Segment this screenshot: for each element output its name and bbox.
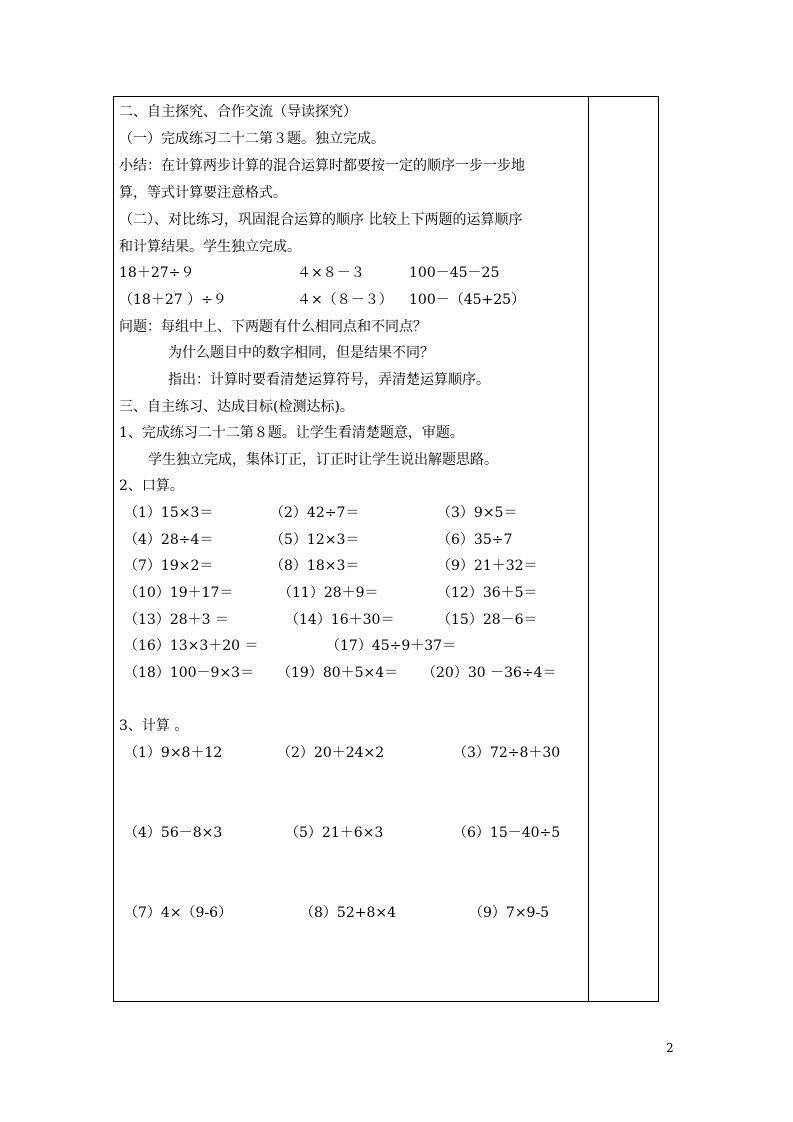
- oral-item: （10）19＋17＝: [124, 585, 234, 601]
- point-text: 指出：计算时要看清楚运算符号，弄清楚运算顺序。: [168, 372, 490, 388]
- oral-item: （14）16＋30＝: [285, 612, 395, 628]
- compare-expr: 100－45－25: [409, 265, 500, 281]
- oral-item: （4）28÷4＝: [124, 532, 214, 548]
- calc-item: （8）52+8×4: [300, 905, 396, 921]
- oral-item: （13）28＋3 ＝: [124, 612, 229, 628]
- section2-heading: 二、自主探究、合作交流（导读探究）: [119, 104, 357, 120]
- oral-item: （6）35÷7: [437, 532, 513, 548]
- summary-line-2: 算，等式计算要注意格式。: [119, 185, 287, 201]
- oral-item: （20）30 －36÷4＝: [422, 665, 557, 681]
- oral-item: （5）12×3＝: [270, 532, 360, 548]
- oral-item: （1）15×3＝: [124, 505, 214, 521]
- why-text: 为什么题目中的数字相同，但是结果不同？: [168, 345, 434, 361]
- section3-heading: 三、自主练习、达成目标(检测达标)。: [119, 399, 354, 415]
- oral-item: （7）19×2＝: [124, 558, 214, 574]
- compare-expr: 18＋27÷９: [119, 265, 195, 281]
- compare-expr: （18＋27 ）÷９: [119, 292, 227, 308]
- calc-item: （6）15－40÷5: [453, 825, 561, 841]
- oral-item: （18）100－9×3＝: [124, 665, 255, 681]
- compare-expr: ４×（８－３）: [297, 292, 393, 308]
- calc-item: （5）21＋6×3: [285, 825, 384, 841]
- oral-item: （15）28－6＝: [437, 612, 538, 628]
- lesson-table: [113, 96, 659, 1002]
- oral-item: （19）80＋5×4＝: [277, 665, 399, 681]
- calc-item: （9）7×9-5: [469, 905, 550, 921]
- oral-item: （12）36＋5＝: [437, 585, 538, 601]
- oral-item: （17）45÷9＋37＝: [326, 638, 457, 654]
- oral-item: （3）9×5＝: [437, 505, 518, 521]
- calc-item: （4）56－8×3: [124, 825, 223, 841]
- oral-item: （8）18×3＝: [270, 558, 360, 574]
- exercise1-line-2: 学生独立完成，集体订正，订正时让学生说出解题思路。: [148, 452, 498, 468]
- calc-item: （2）20＋24×2: [277, 745, 385, 761]
- oral-item: （2）42÷7＝: [270, 505, 360, 521]
- summary-line-1: 小结：在计算两步计算的混合运算时都要按一定的顺序一步一步地: [119, 158, 525, 174]
- question-text: 问题：每组中上、下两题有什么相同点和不同点？: [119, 319, 427, 335]
- exercise3-heading: 3、计算 。: [119, 718, 189, 734]
- oral-item: （11）28＋9＝: [278, 585, 379, 601]
- calc-item: （1）9×8＋12: [124, 745, 223, 761]
- part1-text: （一）完成练习二十二第３题。独立完成。: [119, 131, 385, 147]
- calc-item: （7）4×（9-6）: [124, 905, 233, 921]
- column-divider: [588, 97, 589, 1001]
- lesson-content-cell: [119, 97, 585, 1001]
- compare-expr: 100－（45+25）: [409, 292, 526, 308]
- oral-item: （9）21＋32＝: [437, 558, 538, 574]
- part2-line-2: 和计算结果。学生独立完成。: [119, 239, 301, 255]
- exercise2-heading: 2、口算。: [119, 478, 184, 494]
- page-number: 2: [666, 1041, 674, 1055]
- part2-line-1: （二）、对比练习，巩固混合运算的顺序 比较上下两题的运算顺序: [119, 212, 523, 228]
- calc-item: （3）72÷8＋30: [453, 745, 561, 761]
- exercise1-line-1: 1、完成练习二十二第８题。让学生看清楚题意，审题。: [119, 425, 464, 441]
- oral-item: （16）13×3＋20 ＝: [124, 638, 259, 654]
- compare-expr: ４×８－３: [297, 265, 365, 281]
